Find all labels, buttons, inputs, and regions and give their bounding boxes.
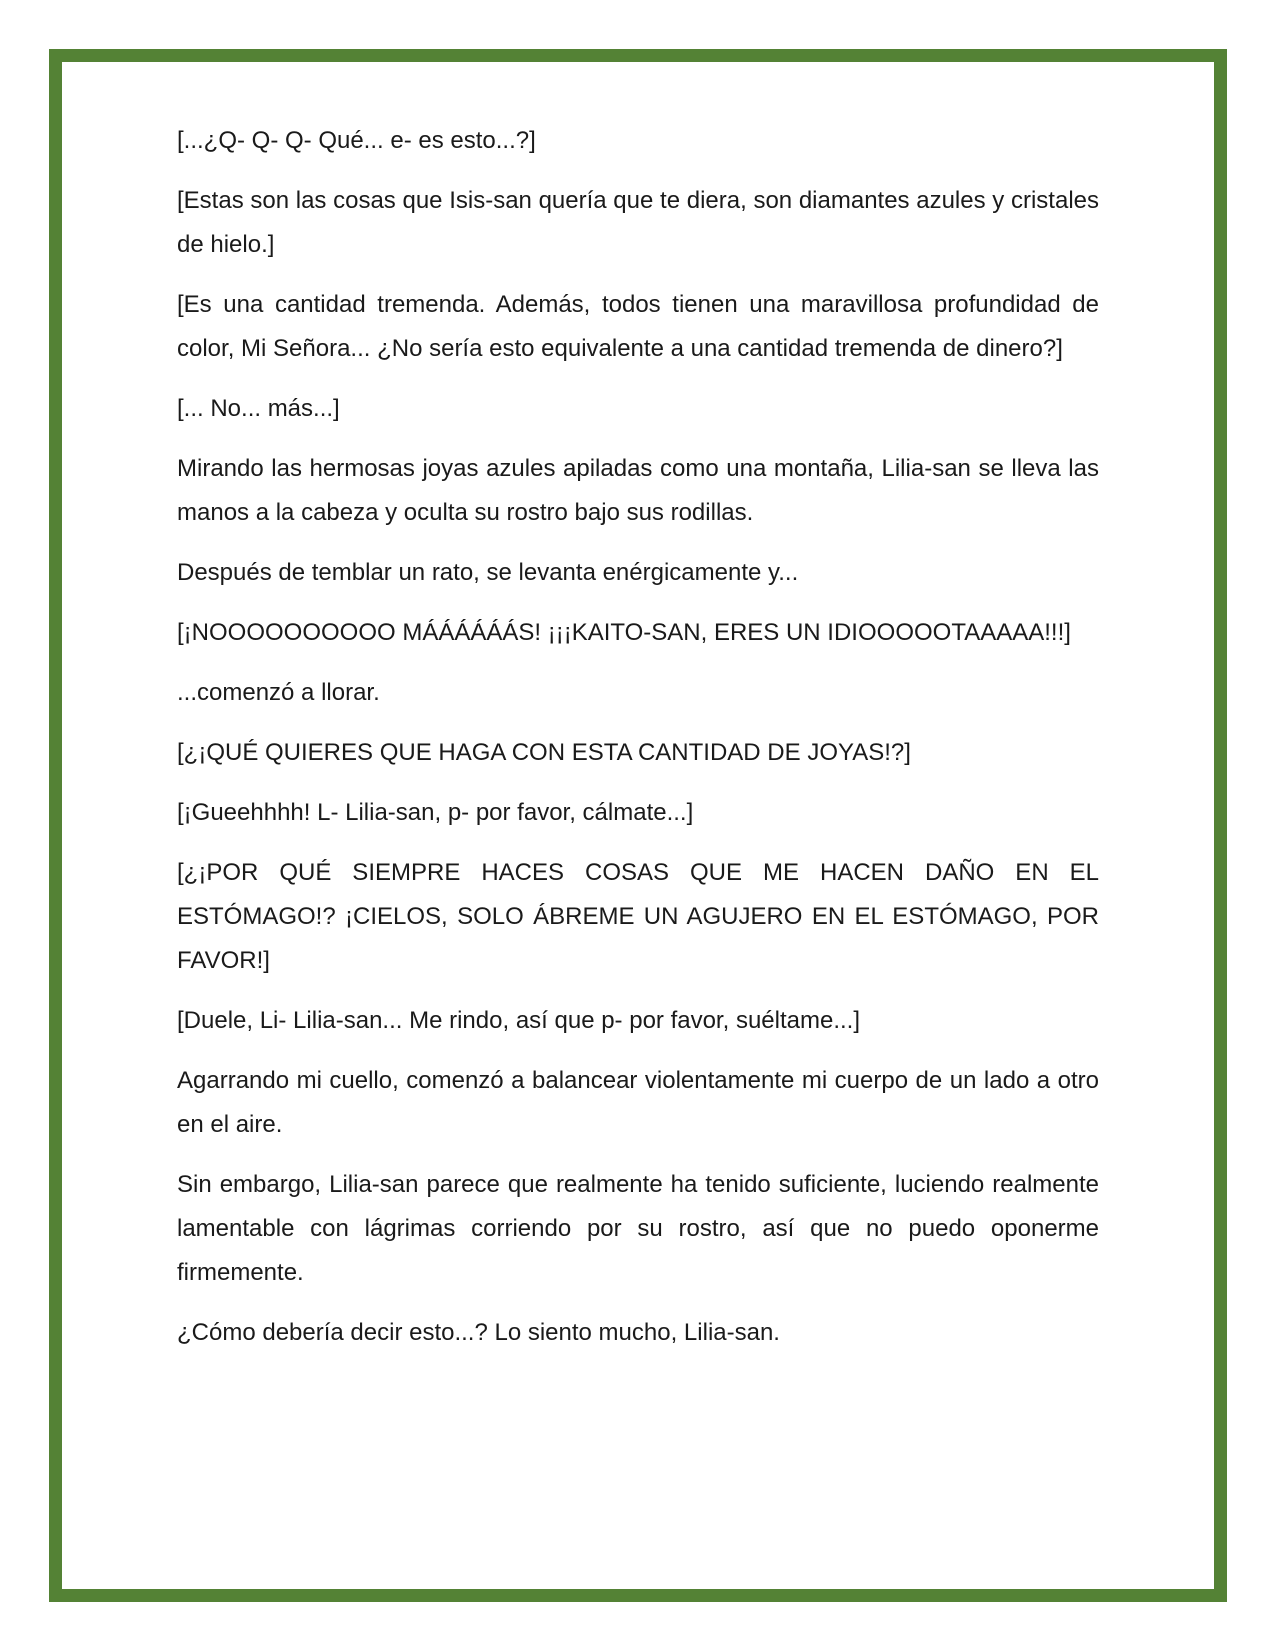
paragraph: [¿¡QUÉ QUIERES QUE HAGA CON ESTA CANTIDAD DE JOYAS!?] — [177, 739, 911, 766]
paragraph: Mirando las hermosas joyas azules apiladas como una montaña, Lilia-san se lleva las manos a la cabeza y oculta su rostro bajo sus rodillas. — [177, 455, 1099, 526]
paragraph: Agarrando mi cuello, comenzó a balancear violentamente mi cuerpo de un lado a otro en el aire. — [177, 1067, 1099, 1138]
paragraph: [¡Gueehhhh! L- Lilia-san, p- por favor, cálmate...] — [177, 799, 694, 826]
paragraph: [... No... más...] — [177, 395, 340, 422]
paragraph: [Duele, Li- Lilia-san... Me rindo, así que p- por favor, suéltame...] — [177, 1007, 860, 1034]
paragraph: Sin embargo, Lilia-san parece que realmente ha tenido suficiente, luciendo realmente lamentable con lágrimas corriendo por su rostro, así que no puedo oponerme firmemente. — [177, 1171, 1099, 1286]
paragraph: Después de temblar un rato, se levanta enérgicamente y... — [177, 559, 799, 586]
document-body — [177, 119, 1099, 1371]
paragraph: [Es una cantidad tremenda. Además, todos tienen una maravillosa profundidad de color, Mi Señora... ¿No sería esto equivalente a una cantidad tremenda de dinero?] — [177, 291, 1099, 362]
paragraph: [¡NOOOOOOOOOO MÁÁÁÁÁÁS! ¡¡¡KAITO-SAN, ERES UN IDIOOOOOTAAAAA!!!] — [177, 619, 1071, 646]
paragraph: [Estas son las cosas que Isis-san quería que te diera, son diamantes azules y cristales de hielo.] — [177, 187, 1099, 258]
paragraph: [¿¡POR QUÉ SIEMPRE HACES COSAS QUE ME HACEN DAÑO EN EL ESTÓMAGO!? ¡CIELOS, SOLO ÁBREME UN AGUJERO EN EL ESTÓMAGO, POR FAVOR!] — [177, 859, 1099, 974]
paragraph: ...comenzó a llorar. — [177, 679, 380, 706]
paragraph: ¿Cómo debería decir esto...? Lo siento mucho, Lilia-san. — [177, 1319, 780, 1346]
paragraph: [...¿Q- Q- Q- Qué... e- es esto...?] — [177, 127, 536, 154]
